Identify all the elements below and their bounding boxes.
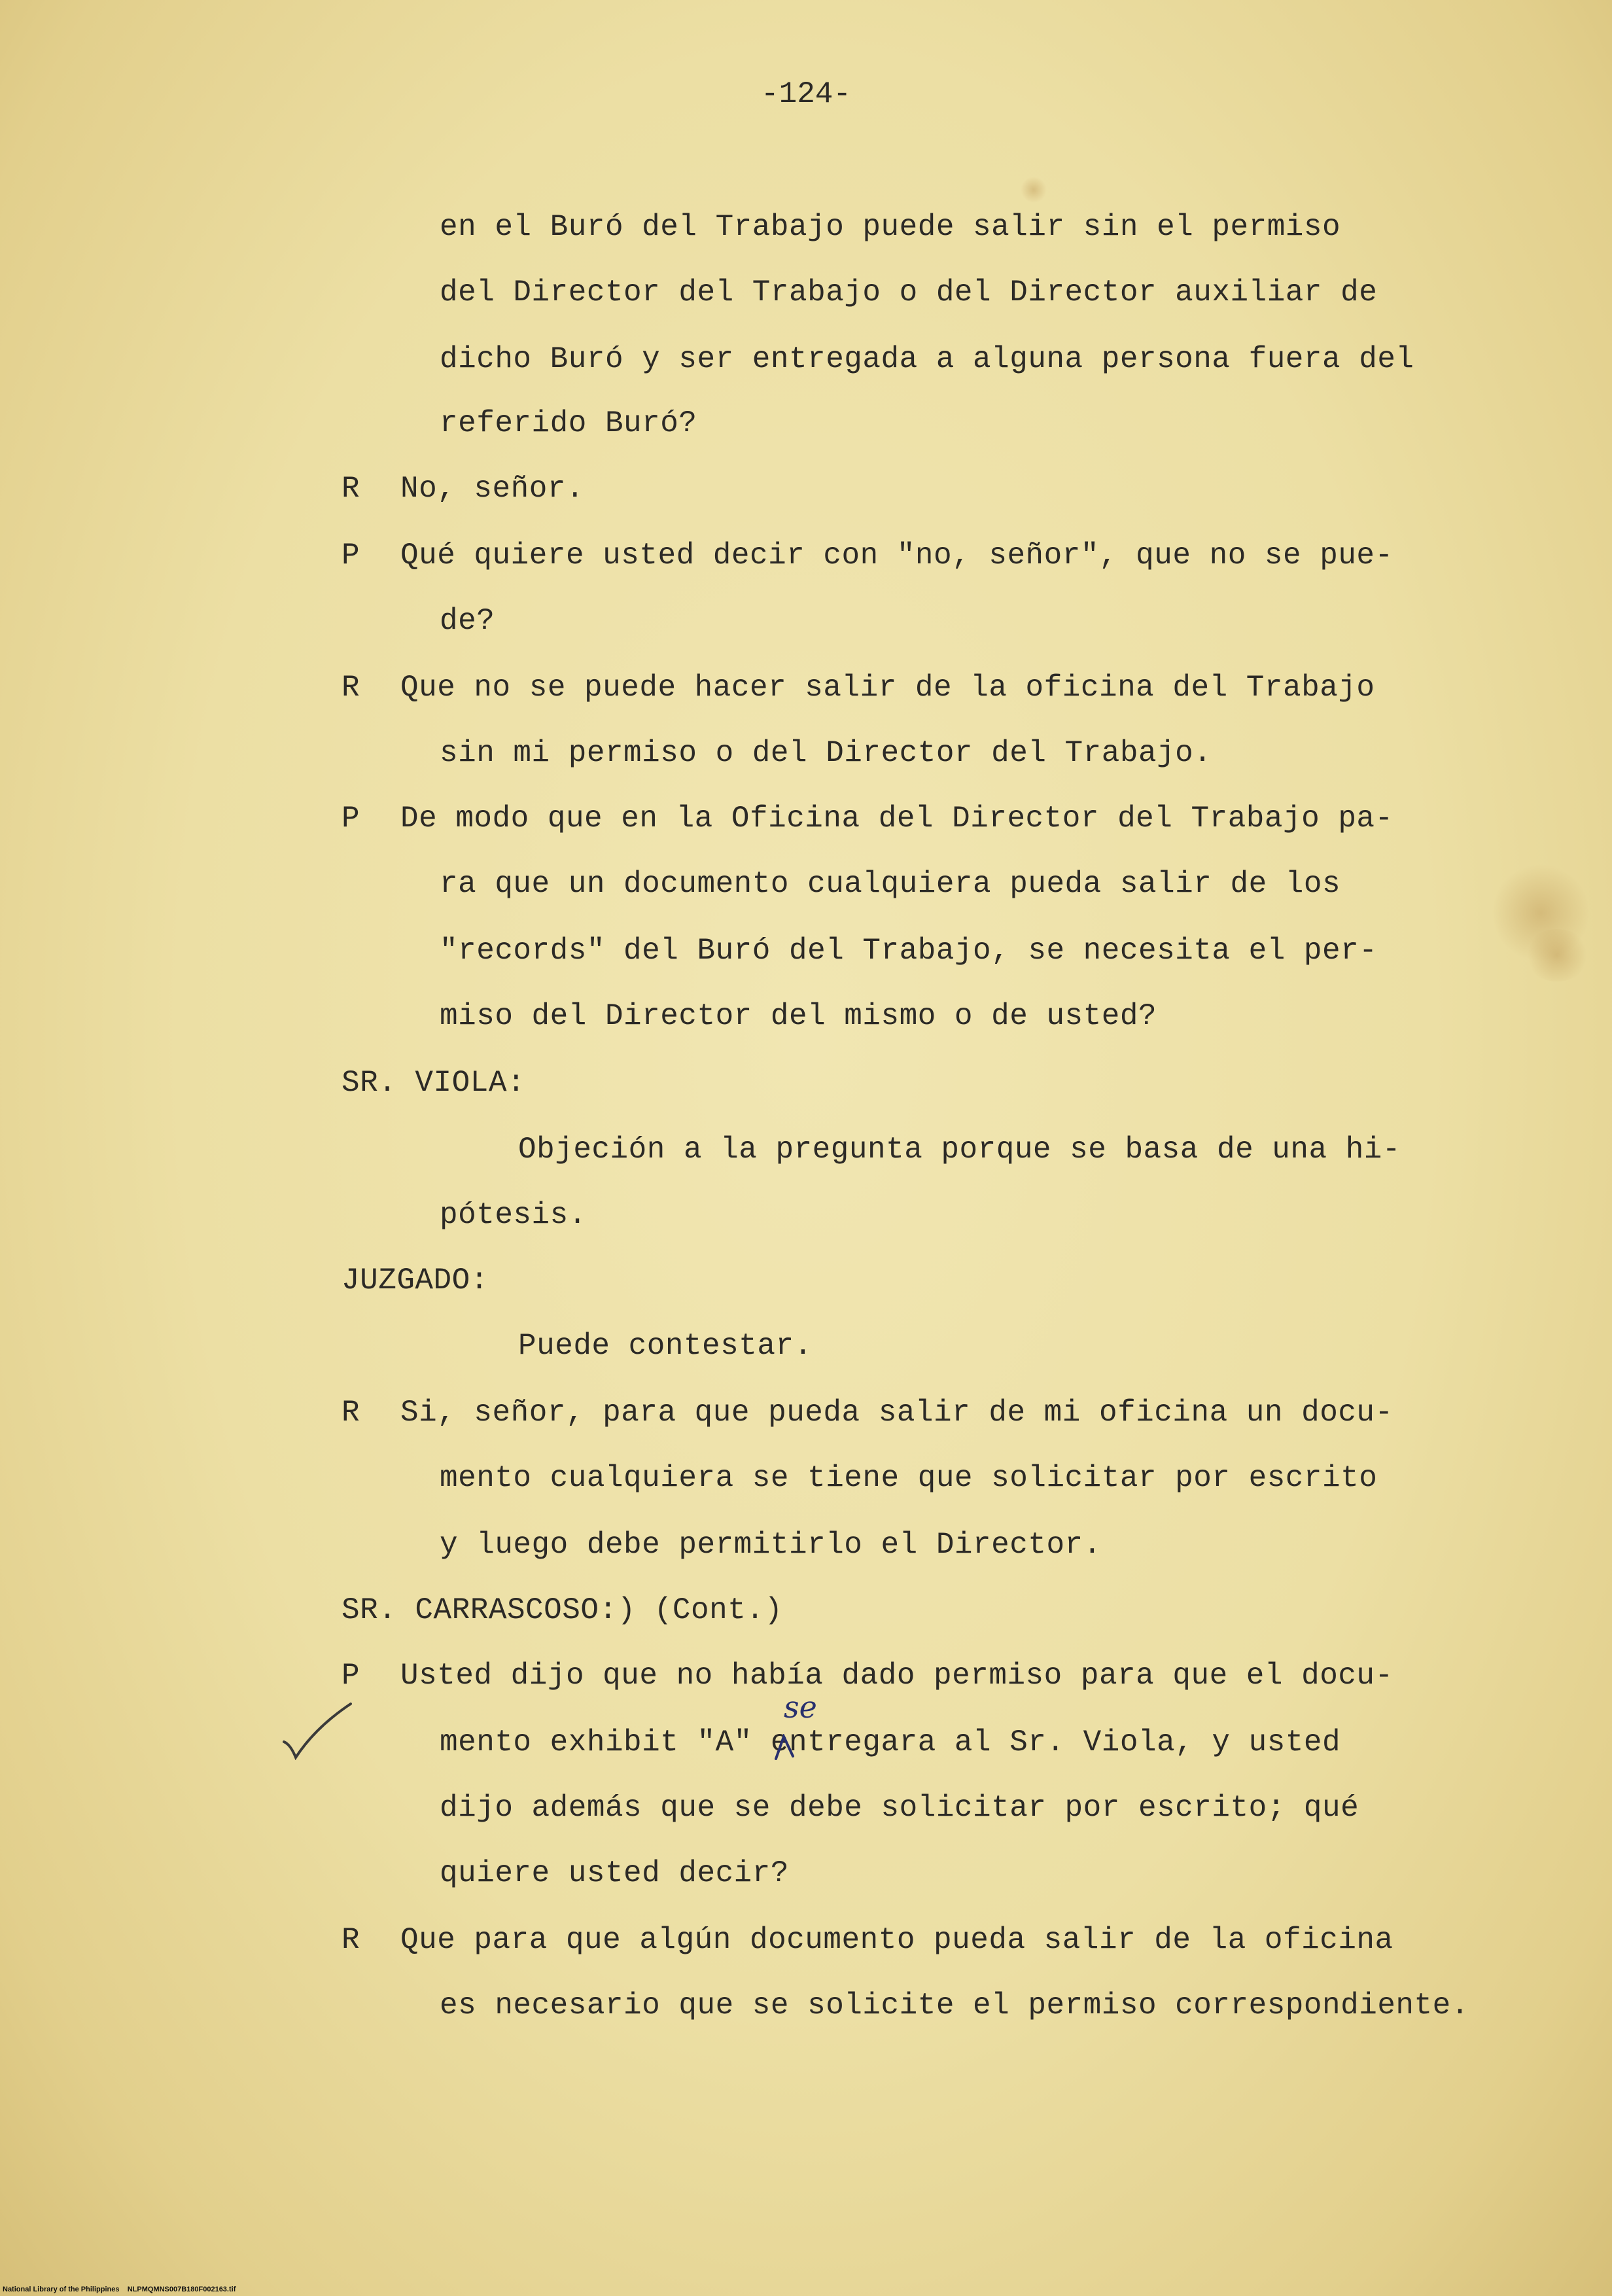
line-25: dijo además que se debe solicitar por escrito; qué <box>440 1791 1359 1825</box>
archive-credit: National Library of the Philippines NLPMQMNS007B180F002163.tif <box>3 2286 236 2293</box>
line-10: De modo que en la Oficina del Director del Trabajo pa- <box>400 802 1393 836</box>
page-number: -124- <box>760 77 852 111</box>
line-3: dicho Buró y ser entregada a alguna persona fuera del <box>440 342 1414 376</box>
line-12: "records" del Buró del Trabajo, se necesita el per- <box>440 934 1378 968</box>
speaker-label: P <box>342 539 360 573</box>
line-21: y luego debe permitirlo el Director. <box>440 1528 1102 1562</box>
speaker-label: R <box>342 671 360 705</box>
speaker-heading: JUZGADO: <box>342 1263 489 1298</box>
line-16: pótesis. <box>440 1198 587 1232</box>
speaker-label: R <box>342 1923 360 1957</box>
line-6: Qué quiere usted decir con "no, señor", que no se pue- <box>400 539 1393 573</box>
line-15: Objeción a la pregunta porque se basa de una hi- <box>518 1133 1401 1167</box>
line-9: sin mi permiso o del Director del Trabajo. <box>440 736 1212 770</box>
line-26: quiere usted decir? <box>440 1856 789 1890</box>
line-13: miso del Director del mismo o de usted? <box>440 999 1157 1033</box>
line-24: mento exhibit "A" entregara al Sr. Viola, y usted <box>440 1725 1341 1759</box>
line-4: referido Buró? <box>440 406 697 440</box>
line-2: del Director del Trabajo o del Director auxiliar de <box>440 275 1378 309</box>
line-20: mento cualquiera se tiene que solicitar por escrito <box>440 1461 1378 1495</box>
speaker-label: R <box>342 472 360 506</box>
line-5: No, señor. <box>400 472 585 506</box>
speaker-label: P <box>342 1659 360 1693</box>
handwritten-insertion: se <box>784 1689 817 1725</box>
line-18: Puede contestar. <box>518 1329 813 1363</box>
speaker-label: P <box>342 802 360 836</box>
speaker-label: R <box>342 1396 360 1430</box>
line-7: de? <box>440 604 495 638</box>
line-8: Que no se puede hacer salir de la oficina del Trabajo <box>400 671 1375 705</box>
line-11: ra que un documento cualquiera pueda salir de los <box>440 867 1341 901</box>
speaker-heading: SR. CARRASCOSO:) (Cont.) <box>342 1593 783 1627</box>
line-1: en el Buró del Trabajo puede salir sin el permiso <box>440 210 1341 244</box>
line-28: es necesario que se solicite el permiso correspondiente. <box>440 1988 1469 2022</box>
insertion-caret-icon <box>773 1734 796 1760</box>
check-mark-icon <box>281 1701 353 1760</box>
line-23: Usted dijo que no había dado permiso para que el docu- <box>400 1659 1393 1693</box>
speaker-heading: SR. VIOLA: <box>342 1066 526 1100</box>
line-27: Que para que algún documento pueda salir de la oficina <box>400 1923 1393 1957</box>
line-19: Si, señor, para que pueda salir de mi oficina un docu- <box>400 1396 1393 1430</box>
